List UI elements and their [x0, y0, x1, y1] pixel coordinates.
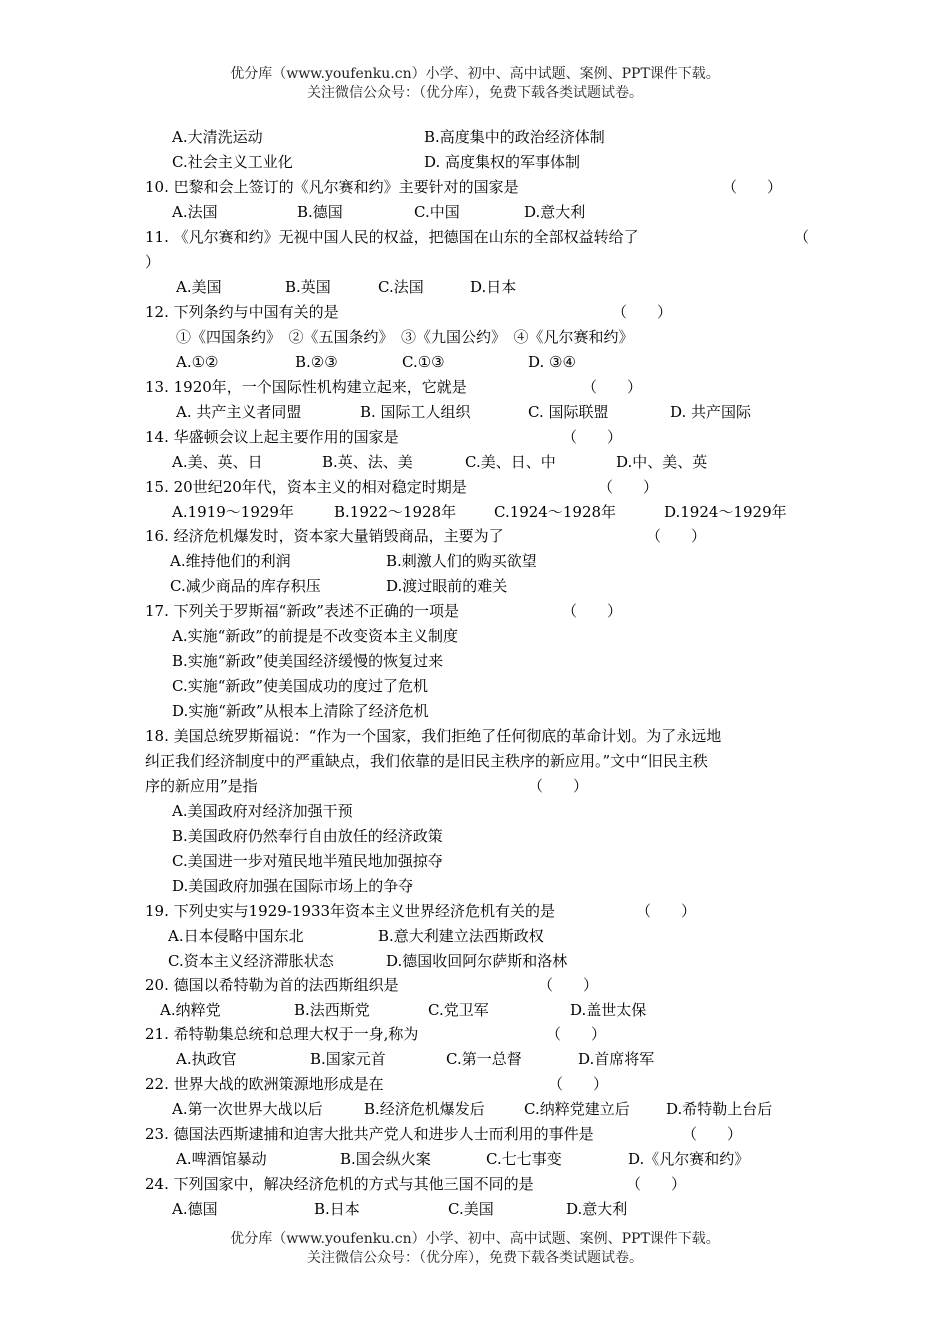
q20-option-a: A.纳粹党 — [160, 1001, 221, 1019]
header-line-1: 优分库（www.youfenku.cn）小学、初中、高中试题、案例、PPT课件下载。 — [230, 66, 720, 82]
q22-option-c: C.纳粹党建立后 — [524, 1100, 630, 1118]
q14-answer-blank: （ ） — [562, 428, 623, 446]
q23-stem: 23. 德国法西斯逮捕和迫害大批共产党人和进步人士而利用的事件是 — [145, 1125, 594, 1143]
header-line-2: 关注微信公众号：（优分库），免费下载各类试题试卷。 — [307, 85, 643, 101]
q12-option-d: D. ③④ — [528, 353, 576, 371]
q24-option-a: A.德国 — [172, 1200, 218, 1218]
q10-stem: 10. 巴黎和会上签订的《凡尔赛和约》主要针对的国家是 — [145, 178, 519, 196]
q20-answer-blank: （ ） — [538, 976, 599, 994]
q17-answer-blank: （ ） — [562, 602, 623, 620]
q13-option-b: B. 国际工人组织 — [360, 403, 471, 421]
q20-stem: 20. 德国以希特勒为首的法西斯组织是 — [145, 976, 399, 994]
q15-stem: 15. 20世纪20年代，资本主义的相对稳定时期是 — [145, 478, 467, 496]
q24-option-b: B.日本 — [314, 1200, 360, 1218]
q13-option-d: D. 共产国际 — [670, 403, 752, 421]
q24-option-d: D.意大利 — [566, 1200, 628, 1218]
q15-option-b: B.1922～1928年 — [334, 503, 457, 521]
q21-option-a: A.执政官 — [176, 1050, 237, 1068]
q19-option-a: A.日本侵略中国东北 — [168, 927, 304, 945]
q13-option-c: C. 国际联盟 — [528, 403, 609, 421]
q10-option-d: D.意大利 — [524, 203, 586, 221]
q20-option-b: B.法西斯党 — [294, 1001, 370, 1019]
q12-option-a: A.①② — [176, 353, 219, 371]
q16-option-b: B.刺激人们的购买欲望 — [386, 552, 537, 570]
q19-option-b: B.意大利建立法西斯政权 — [378, 927, 544, 945]
q24-answer-blank: （ ） — [626, 1175, 687, 1193]
q9-option-c: C.社会主义工业化 — [172, 153, 293, 171]
q22-stem: 22. 世界大战的欧洲策源地形成是在 — [145, 1075, 384, 1093]
q9-option-d: D. 高度集权的军事体制 — [424, 153, 581, 171]
q11-stem: 11. 《凡尔赛和约》无视中国人民的权益，把德国在山东的全部权益转给了 — [145, 228, 639, 246]
q12-option-c: C.①③ — [402, 353, 445, 371]
footer-line-2: 关注微信公众号：（优分库），免费下载各类试题试卷。 — [307, 1250, 643, 1266]
q9-option-a: A.大清洗运动 — [172, 128, 263, 146]
q18-option-d: D.美国政府加强在国际市场上的争夺 — [172, 877, 414, 895]
q17-stem: 17. 下列关于罗斯福“新政”表述不正确的一项是 — [145, 602, 459, 620]
q11-paren-close: ） — [145, 253, 161, 271]
q21-answer-blank: （ ） — [546, 1025, 607, 1043]
q14-option-a: A.美、英、日 — [172, 453, 263, 471]
q19-answer-blank: （ ） — [636, 902, 697, 920]
q16-option-c: C.减少商品的库存积压 — [170, 577, 321, 595]
q10-option-a: A.法国 — [172, 203, 218, 221]
q18-option-a: A.美国政府对经济加强干预 — [172, 802, 353, 820]
q18-option-b: B.美国政府仍然奉行自由放任的经济政策 — [172, 827, 443, 845]
q13-stem: 13. 1920年，一个国际性机构建立起来，它就是 — [145, 378, 467, 396]
q22-option-b: B.经济危机爆发后 — [364, 1100, 485, 1118]
q23-option-c: C.七七事变 — [486, 1150, 562, 1168]
q16-option-d: D.渡过眼前的难关 — [386, 577, 508, 595]
q9-option-b: B.高度集中的政治经济体制 — [424, 128, 605, 146]
q11-paren-open: （ — [794, 228, 810, 246]
q14-option-c: C.美、日、中 — [465, 453, 556, 471]
q17-option-d: D.实施“新政”从根本上清除了经济危机 — [172, 702, 429, 720]
q17-option-c: C.实施“新政”使美国成功的度过了危机 — [172, 677, 429, 695]
q24-option-c: C.美国 — [448, 1200, 494, 1218]
q17-option-b: B.实施“新政”使美国经济缓慢的恢复过来 — [172, 652, 444, 670]
q21-option-b: B.国家元首 — [310, 1050, 386, 1068]
q21-option-d: D.首席将军 — [578, 1050, 655, 1068]
q21-option-c: C.第一总督 — [446, 1050, 522, 1068]
q19-stem: 19. 下列史实与1929-1933年资本主义世界经济危机有关的是 — [145, 902, 556, 920]
q15-answer-blank: （ ） — [598, 478, 659, 496]
q10-answer-blank: （ ） — [722, 178, 783, 196]
q10-option-b: B.德国 — [297, 203, 343, 221]
q18-answer-blank: （ ） — [528, 777, 589, 795]
q10-option-c: C.中国 — [414, 203, 460, 221]
q23-option-d: D.《凡尔赛和约》 — [628, 1150, 750, 1168]
q18-option-c: C.美国进一步对殖民地半殖民地加强掠夺 — [172, 852, 443, 870]
q11-option-b: B.英国 — [285, 278, 331, 296]
q24-stem: 24. 下列国家中，解决经济危机的方式与其他三国不同的是 — [145, 1175, 534, 1193]
q11-option-a: A.美国 — [176, 278, 222, 296]
q15-option-a: A.1919～1929年 — [172, 503, 294, 521]
q22-option-a: A.第一次世界大战以后 — [172, 1100, 323, 1118]
q22-option-d: D.希特勒上台后 — [666, 1100, 773, 1118]
q12-answer-blank: （ ） — [612, 303, 673, 321]
q12-option-b: B.②③ — [295, 353, 338, 371]
q15-option-c: C.1924～1928年 — [494, 503, 617, 521]
q21-stem: 21. 希特勒集总统和总理大权于一身,称为 — [145, 1025, 419, 1043]
q17-option-a: A.实施“新政”的前提是不改变资本主义制度 — [172, 627, 458, 645]
q11-option-c: C.法国 — [378, 278, 424, 296]
q11-option-d: D.日本 — [470, 278, 517, 296]
q13-answer-blank: （ ） — [582, 378, 643, 396]
q16-answer-blank: （ ） — [646, 527, 707, 545]
q23-answer-blank: （ ） — [682, 1125, 743, 1143]
page-header — [0, 65, 950, 103]
q18-stem-line-3: 序的新应用”是指 — [145, 777, 258, 795]
q16-stem: 16. 经济危机爆发时，资本家大量销毁商品，主要为了 — [145, 527, 504, 545]
q23-option-a: A.啤酒馆暴动 — [176, 1150, 267, 1168]
footer-line-1: 优分库（www.youfenku.cn）小学、初中、高中试题、案例、PPT课件下载。 — [230, 1231, 720, 1247]
q19-option-c: C.资本主义经济滞胀状态 — [168, 952, 334, 970]
q22-answer-blank: （ ） — [548, 1075, 609, 1093]
page-footer — [0, 1230, 950, 1268]
q12-stem: 12. 下列条约与中国有关的是 — [145, 303, 339, 321]
q14-option-d: D.中、美、英 — [616, 453, 708, 471]
q14-stem: 14. 华盛顿会议上起主要作用的国家是 — [145, 428, 399, 446]
q14-option-b: B.英、法、美 — [322, 453, 413, 471]
q16-option-a: A.维持他们的利润 — [170, 552, 291, 570]
q19-option-d: D.德国收回阿尔萨斯和洛林 — [386, 952, 568, 970]
q15-option-d: D.1924～1929年 — [664, 503, 787, 521]
q23-option-b: B.国会纵火案 — [340, 1150, 431, 1168]
q13-option-a: A. 共产主义者同盟 — [176, 403, 302, 421]
q20-option-c: C.党卫军 — [428, 1001, 489, 1019]
q18-stem-line-1: 18. 美国总统罗斯福说：“作为一个国家，我们拒绝了任何彻底的革命计划。为了永远地 — [145, 727, 722, 745]
q18-stem-line-2: 纠正我们经济制度中的严重缺点，我们依靠的是旧民主秩序的新应用。”文中“旧民主秩 — [145, 752, 708, 770]
q20-option-d: D.盖世太保 — [570, 1001, 647, 1019]
q12-items: ①《四国条约》 ②《五国条约》 ③《九国公约》 ④《凡尔赛和约》 — [176, 328, 634, 346]
